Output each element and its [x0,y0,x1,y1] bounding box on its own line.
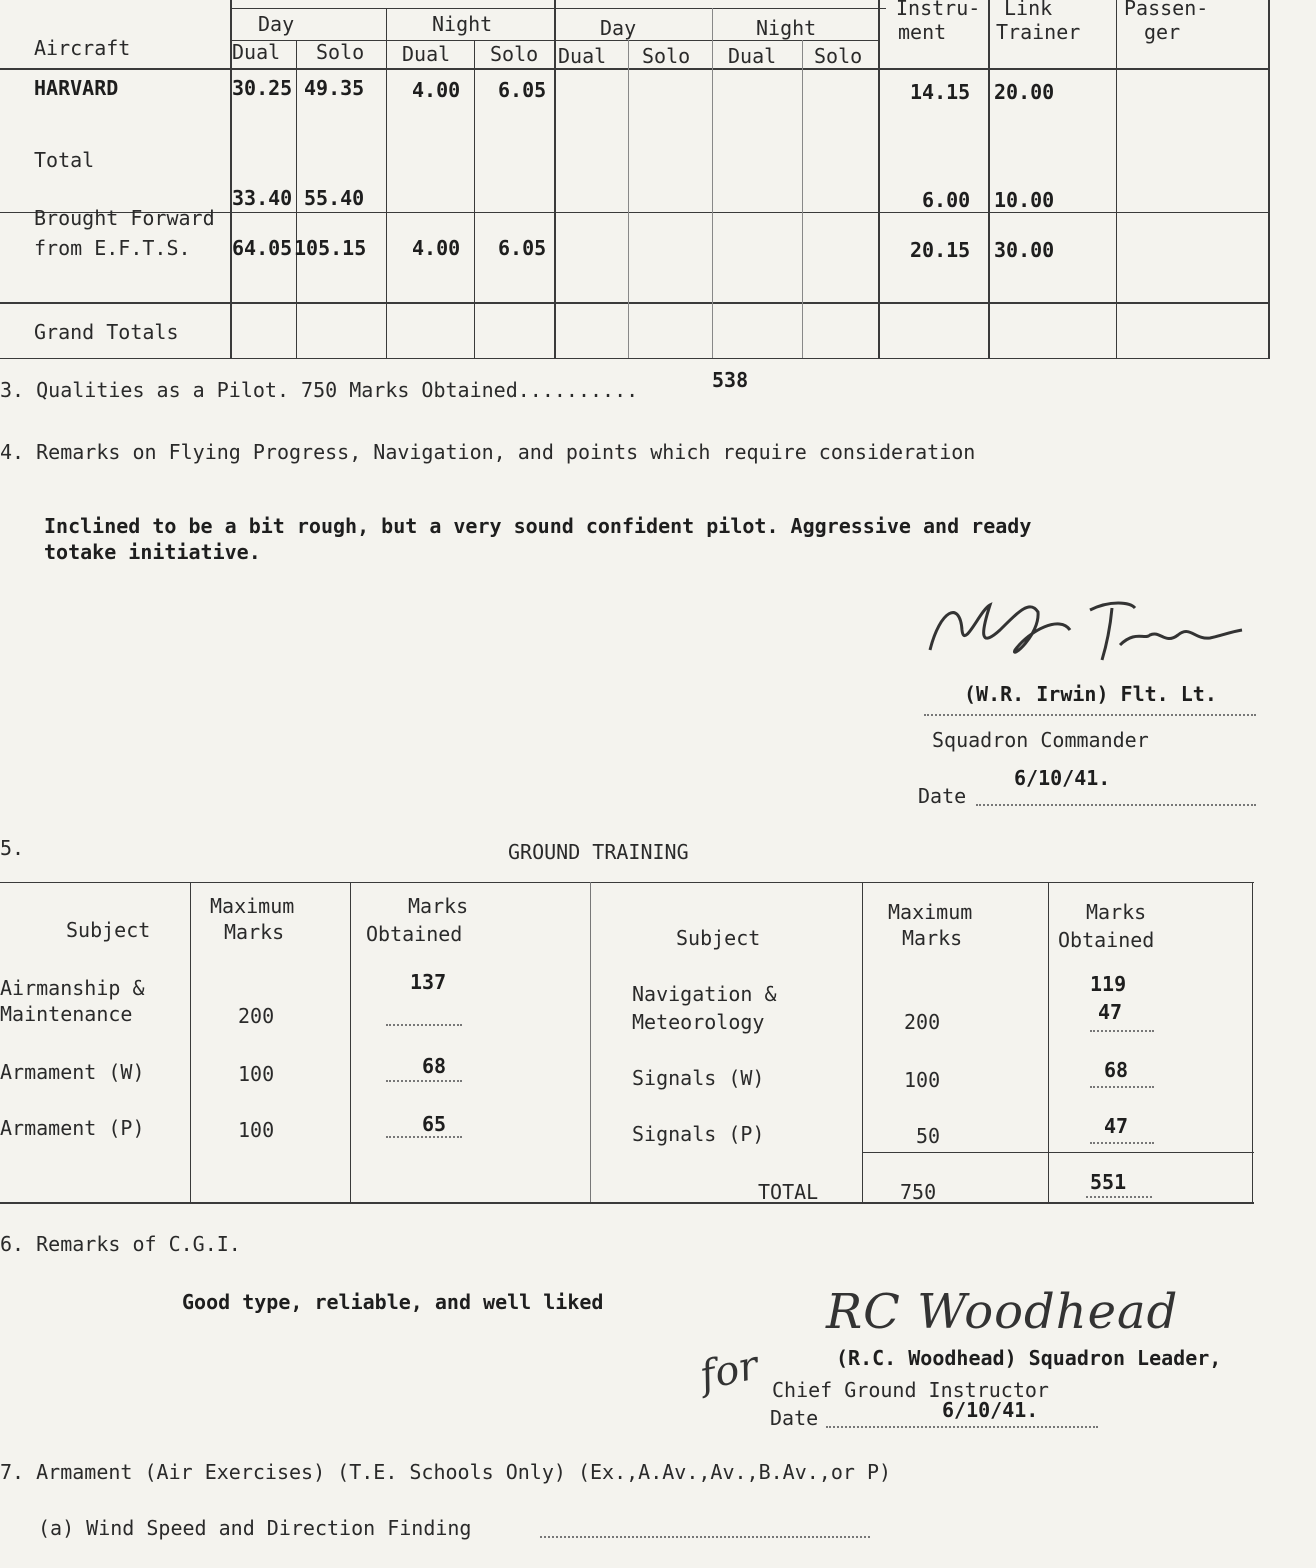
te-night-dual-header: Dual [728,44,777,68]
woodhead-date-label: Date [770,1406,819,1430]
bf-se-night-solo: 6.05 [498,236,547,260]
se-day-dual-header: Dual [232,40,281,64]
irwin-name: (W.R. Irwin) Flt. Lt. [964,682,1217,706]
harvard-se-day-solo: 49.35 [304,76,365,100]
se-night-solo-header: Solo [490,42,539,66]
gt-right-subject-header: Subject [676,926,761,950]
se-day-solo-header: Solo [316,40,365,64]
gt-signals-p: Signals (P) [632,1122,765,1146]
gt-total-max: 750 [900,1180,937,1204]
section4-remark-line2: totake initiative. [44,540,261,564]
se-night-header: Night [432,12,493,36]
irwin-date-value: 6/10/41. [1014,766,1111,790]
gt-armament-w: Armament (W) [0,1060,145,1084]
aircraft-header: Aircraft [34,36,131,60]
se-day-header: Day [258,12,295,36]
gt-airmanship-obtained: 137 [410,970,447,994]
woodhead-signature: RC Woodhead [826,1284,1179,1340]
woodhead-date-value: 6/10/41. [942,1398,1039,1422]
bf-se-night-dual: 4.00 [412,236,461,260]
gt-left-obtained-header-1: Marks [408,894,469,918]
passenger-header-2: ger [1144,20,1181,44]
gt-right-obtained-header-1: Marks [1086,900,1147,924]
bf-se-day-dual: 64.05 [232,236,293,260]
gt-left-max-header-2: Marks [224,920,285,944]
gt-signals-p-max: 50 [916,1124,941,1148]
passenger-header-1: Passen- [1124,0,1209,20]
harvard-se-night-solo: 6.05 [498,78,547,102]
row-brought-forward-label-1: Brought Forward [34,206,215,230]
ground-training-title: GROUND TRAINING [508,840,689,864]
harvard-se-day-dual: 30.25 [232,76,293,100]
bf-instrument: 20.15 [910,238,971,262]
gt-left-subject-header: Subject [66,918,151,942]
gt-signals-w-max: 100 [904,1068,941,1092]
se-night-dual-header: Dual [402,42,451,66]
gt-total-obtained: 551 [1090,1170,1127,1194]
gt-navigation-max: 200 [904,1010,941,1034]
gt-right-max-header-2: Marks [902,926,963,950]
gt-left-obtained-header-2: Obtained [366,922,463,946]
gt-armament-w-max: 100 [238,1062,275,1086]
gt-armament-p-obtained: 65 [422,1112,447,1136]
irwin-title: Squadron Commander [932,728,1149,752]
link-trainer-header-1: Link [1004,0,1053,20]
bf-link: 30.00 [994,238,1055,262]
instrument-header-2: ment [898,20,947,44]
irwin-signature [920,590,1250,680]
section7-heading: 7. Armament (Air Exercises) (T.E. Schools Only) (Ex.,A.Av.,Av.,B.Av.,or P) [0,1460,892,1484]
irwin-date-label: Date [918,784,967,808]
total-instrument: 6.00 [922,188,971,212]
section3-marks: 538 [712,368,749,392]
total-se-day-solo: 55.40 [304,186,365,210]
woodhead-name: (R.C. Woodhead) Squadron Leader, [836,1346,1222,1370]
gt-armament-p: Armament (P) [0,1116,145,1140]
section4-remark-line1: Inclined to be a bit rough, but a very sound confident pilot. Aggressive and ready [44,514,1032,538]
total-se-day-dual: 33.40 [232,186,293,210]
gt-navigation-obtained-a: 119 [1090,972,1127,996]
harvard-instrument: 14.15 [910,80,971,104]
section6-remark: Good type, reliable, and well liked [182,1290,604,1314]
for-mark: for [695,1342,763,1400]
gt-navigation-2: Meteorology [632,1010,765,1034]
gt-navigation-1: Navigation & [632,982,777,1006]
gt-armament-p-max: 100 [238,1118,275,1142]
gt-airmanship-2: Maintenance [0,1002,133,1026]
gt-navigation-obtained-b: 47 [1098,1000,1123,1024]
gt-armament-w-obtained: 68 [422,1054,447,1078]
section4-heading: 4. Remarks on Flying Progress, Navigation, and points which require consideration [0,440,976,464]
total-link: 10.00 [994,188,1055,212]
woodhead-title: Chief Ground Instructor [772,1378,1049,1402]
te-day-dual-header: Dual [558,44,607,68]
gt-signals-w-obtained: 68 [1104,1058,1129,1082]
gt-right-max-header-1: Maximum [888,900,973,924]
row-grand-totals-label: Grand Totals [34,320,179,344]
row-harvard-label: HARVARD [34,76,119,100]
te-day-header: Day [600,16,637,40]
gt-signals-p-obtained: 47 [1104,1114,1129,1138]
te-night-solo-header: Solo [814,44,863,68]
row-brought-forward-label-2: from E.F.T.S. [34,236,191,260]
bf-se-day-solo: 105.15 [294,236,367,260]
section5-number: 5. [0,836,25,860]
te-night-header: Night [756,16,817,40]
link-trainer-header-2: Trainer [996,20,1081,44]
gt-left-max-header-1: Maximum [210,894,295,918]
gt-total-label: TOTAL [758,1180,819,1204]
gt-airmanship-1: Airmanship & [0,976,145,1000]
harvard-se-night-dual: 4.00 [412,78,461,102]
section7-item-a: (a) Wind Speed and Direction Finding [38,1516,472,1540]
section6-heading: 6. Remarks of C.G.I. [0,1232,241,1256]
gt-signals-w: Signals (W) [632,1066,765,1090]
section3-text: 3. Qualities as a Pilot. 750 Marks Obtained.......... [0,378,639,402]
gt-airmanship-max: 200 [238,1004,275,1028]
harvard-link: 20.00 [994,80,1055,104]
gt-right-obtained-header-2: Obtained [1058,928,1155,952]
row-total-label: Total [34,148,95,172]
instrument-header-1: Instru- [896,0,981,20]
te-day-solo-header: Solo [642,44,691,68]
